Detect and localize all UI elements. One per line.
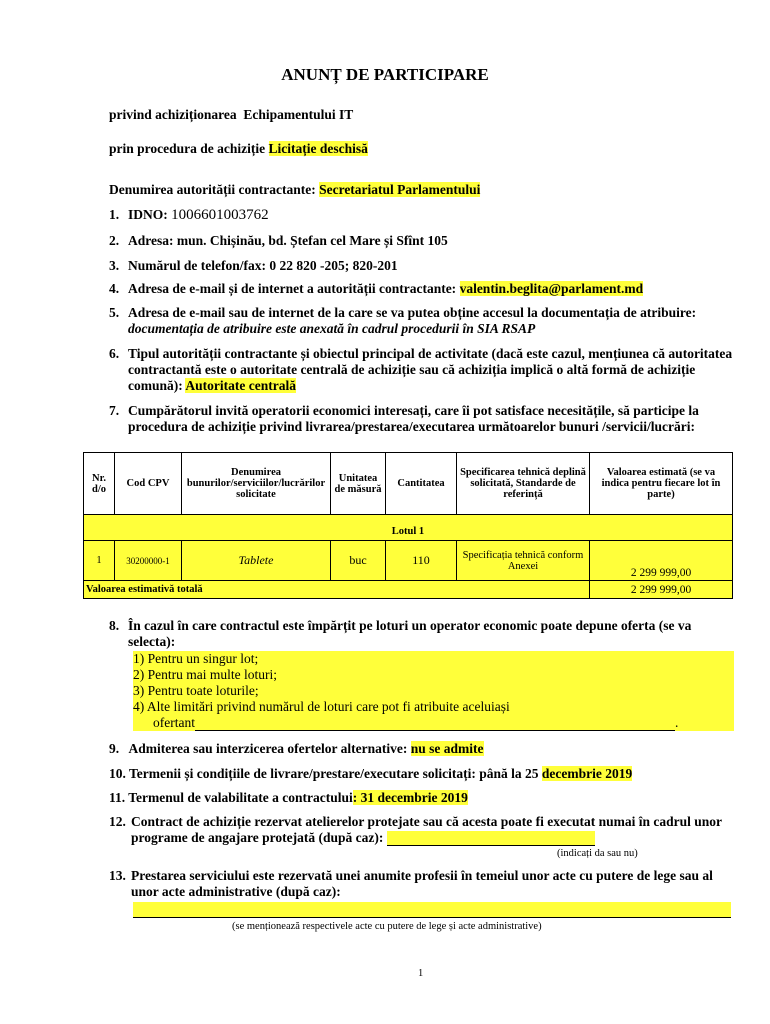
authority-value: Secretariatul Parlamentului [319,182,481,197]
reserved-contract-text: Contract de achiziție rezervat atelierelor protejate sau că acesta poate fi executat numai în cadrul unor programe de angajare protejată (după caz): [131,814,722,845]
validity-value: : 31 decembrie 2019 [352,790,468,805]
item-number: 5. [109,305,120,320]
item-7 [109,403,734,435]
reserved-contract-field[interactable] [387,831,595,846]
item-13 [109,868,734,900]
lot-options [133,651,734,731]
cell-cpv: 30200000-1 [115,541,182,581]
item-number: 7. [109,403,120,418]
subject-prefix: privind achiziționarea [109,107,237,122]
alternatives-value: nu se admite [410,741,484,756]
option-other-limits[interactable]: 4) Alte limitări privind numărul de loturi care pot fi atribuite aceluiași [133,699,510,714]
invitation-text: Cumpărătorul invită operatorii economici interesați, care îi pot satisface necesitățile, să participe la procedura de achiziție privind livrarea/prestarea/executarea următoarelor bunuri /servicii/lucrări: [128,403,699,434]
header-name: Denumirea bunurilor/serviciilor/lucrărilor solicitate [182,453,331,515]
cell-nr: 1 [84,541,115,581]
authority-line [109,182,480,198]
option-all-lots[interactable]: 3) Pentru toate loturile; [133,683,259,698]
item-12 [109,814,734,846]
item-number: 10. [109,766,126,781]
total-label: Valoarea estimativă totală [84,581,590,599]
lot-row [84,515,733,541]
item-1 [109,207,734,223]
delivery-terms-value: decembrie 2019 [541,766,633,781]
address-text: Adresa: mun. Chișinău, bd. Ștefan cel Mare și Sfînt 105 [128,233,448,248]
item-10 [109,766,632,782]
authority-type-label: Tipul autorității contractante și obiectul principal de activitate (dacă este cazul, mențiunea că autoritatea contractantă este o autoritate centrală de achiziție sau că achiziția implică o altă formă de achiziție comună): [128,346,733,393]
option-cont-text: ofertant [153,715,195,730]
reserved-service-text: Prestarea serviciului este rezervată unei anumite profesii în temeiul unor acte cu putere de lege sau al unor acte administrative (după caz): [131,868,713,899]
total-value: 2 299 999,00 [590,581,733,599]
docs-value: documentația de atribuire este anexată în cadrul procedurii în SIA RSAP [128,321,536,336]
item-8 [109,618,734,650]
item-6 [109,346,734,394]
delivery-terms-label: Termenii și condițiile de livrare/prestare/executare solicitați: până la 25 [129,766,539,781]
reserved-contract-note: (indicați da sau nu) [557,848,638,859]
item-number: 3. [109,258,120,273]
idno-value: 1006601003762 [171,207,269,223]
email-label: Adresa de e-mail și de internet a autorității contractante: [128,281,457,296]
procedure-line [109,141,368,157]
header-unit: Unitatea de măsură [331,453,386,515]
header-value: Valoarea estimată (se va indica pentru fiecare lot în parte) [590,453,733,515]
cell-qty: 110 [386,541,457,581]
item-5 [109,305,734,337]
procedure-prefix: prin procedura de achiziție [109,141,266,156]
item-3 [109,258,734,274]
idno-label: IDNO: [128,207,168,222]
option-multiple-lots[interactable]: 2) Pentru mai multe loturi; [133,667,277,682]
alternatives-label: Admiterea sau interzicerea ofertelor alternative: [128,741,408,756]
header-qty: Cantitatea [386,453,457,515]
reserved-service-field[interactable] [133,902,731,918]
authority-label: Denumirea autorității contractante: [109,182,316,197]
document-title: ANUNȚ DE PARTICIPARE [281,65,489,84]
item-number: 1. [109,207,120,222]
table-header-row [84,453,733,515]
email-value[interactable]: valentin.beglita@parlament.md [459,281,644,296]
item-4 [109,281,734,297]
page-number: 1 [418,968,424,979]
option-fill-line[interactable] [195,730,675,731]
reserved-service-note: (se menționează respectivele acte cu putere de lege și acte administrative) [232,921,542,932]
item-number: 2. [109,233,120,248]
total-row [84,581,733,599]
cell-value: 2 299 999,00 [590,541,733,581]
option-single-lot[interactable]: 1) Pentru un singur lot; [133,651,259,666]
item-number: 6. [109,346,120,361]
item-number: 13. [109,868,126,883]
item-number: 11. [109,790,126,805]
validity-label: Termenul de valabilitate a contractului [128,790,353,805]
header-spec: Specificarea tehnică deplină solicitată, Standarde de referință [457,453,590,515]
cell-name: Tablete [182,541,331,581]
item-number: 8. [109,618,120,633]
item-number: 9. [109,741,120,756]
item-2 [109,233,734,249]
header-nr: Nr. d/o [84,453,115,515]
subject-line [109,107,353,123]
lot-label: Lotul 1 [84,515,733,541]
phone-text: Numărul de telefon/fax: 0 22 820 -205; 820-201 [128,258,398,273]
procedure-value: Licitație deschisă [268,141,368,156]
item-9 [109,741,484,757]
header-cpv: Cod CPV [115,453,182,515]
lots-table [83,452,733,599]
table-row [84,541,733,581]
lots-selection-text: În cazul în care contractul este împărțit pe loturi un operator economic poate depune oferta (se va selecta): [128,618,692,649]
item-number: 4. [109,281,120,296]
item-number: 12. [109,814,126,829]
item-11 [109,790,468,806]
authority-type-value: Autoritate centrală [185,378,296,393]
cell-spec: Specificația tehnică conform Anexei [457,541,590,581]
option-other-limits-cont: ofertant . [153,715,679,730]
docs-label: Adresa de e-mail sau de internet de la care se va putea obține accesul la documentația de atribuire: [128,305,697,320]
cell-unit: buc [331,541,386,581]
subject-value: Echipamentului IT [243,107,354,122]
